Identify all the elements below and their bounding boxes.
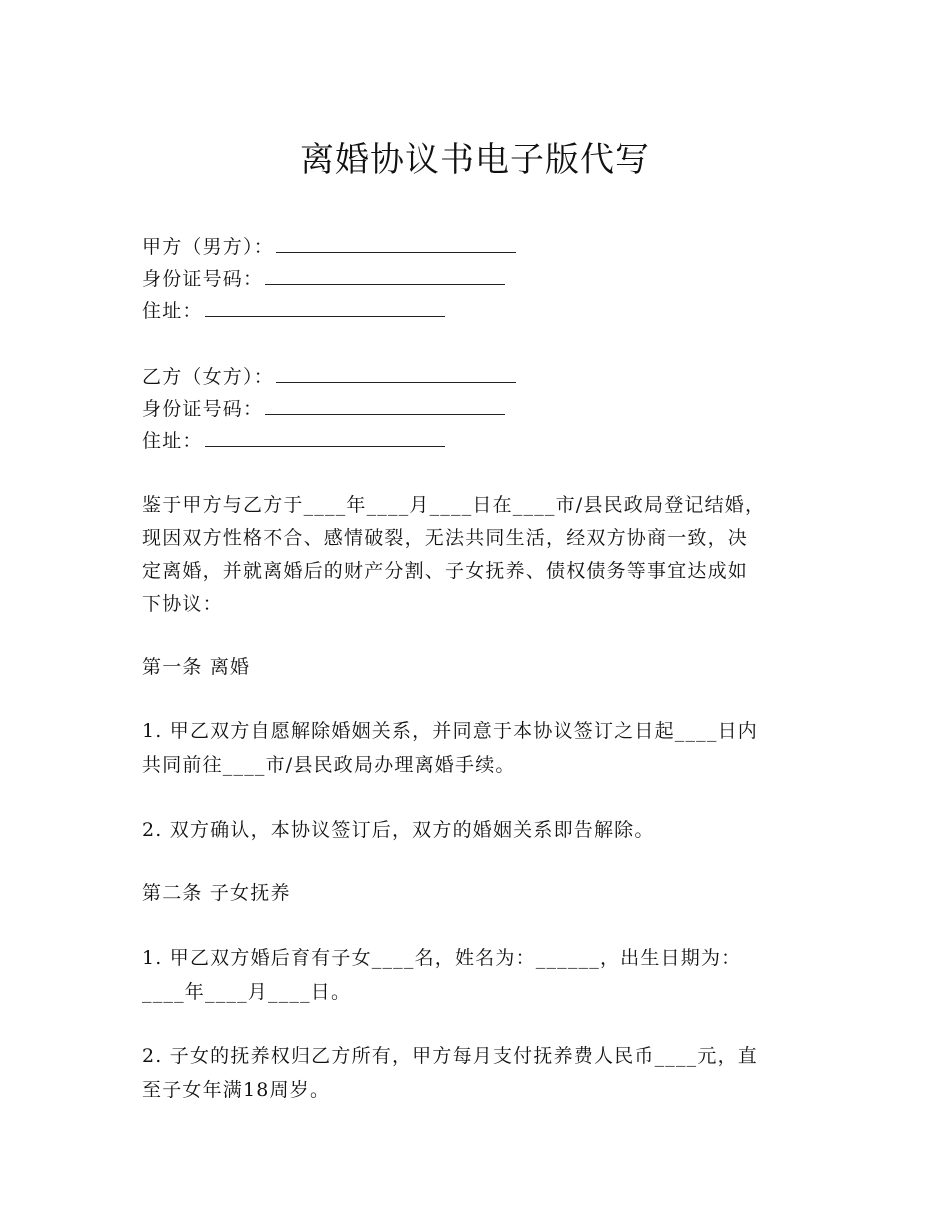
article-1-item-1-line: 1. 甲乙双方自愿解除婚姻关系，并同意于本协议签订之日起____日内 bbox=[142, 720, 758, 742]
party-a-address-line bbox=[142, 296, 445, 323]
article-2-item-1-line: ____年____月____日。 bbox=[142, 981, 352, 1003]
party-a-address-label: 住址： bbox=[142, 300, 203, 322]
preamble-line: 定离婚，并就离婚后的财产分割、子女抚养、债权债务等事宜达成如 bbox=[142, 560, 749, 582]
article-2-item-1-line: 1. 甲乙双方婚后育有子女____名，姓名为：______，出生日期为： bbox=[142, 947, 742, 969]
document-title: 离婚协议书电子版代写 bbox=[300, 140, 650, 180]
article-1-item-2: 2. 双方确认，本协议签订后，双方的婚姻关系即告解除。 bbox=[142, 819, 655, 841]
party-a-name-blank bbox=[276, 251, 516, 253]
article-2-item-2-line: 至子女年满18周岁。 bbox=[142, 1079, 331, 1101]
party-b-id-line bbox=[142, 394, 505, 421]
party-a-id-blank bbox=[265, 283, 505, 285]
party-b-address-label: 住址： bbox=[142, 430, 203, 452]
party-b-id-label: 身份证号码： bbox=[142, 398, 264, 420]
preamble-line: 现因双方性格不合、感情破裂，无法共同生活，经双方协商一致，决 bbox=[142, 527, 749, 549]
party-a-id-label: 身份证号码： bbox=[142, 268, 264, 290]
party-a-name-label: 甲方（男方）： bbox=[142, 236, 274, 258]
party-b-address-blank bbox=[205, 445, 445, 447]
party-b-name-blank bbox=[276, 381, 516, 383]
article-2-item-2-line: 2. 子女的抚养权归乙方所有，甲方每月支付抚养费人民币____元，直 bbox=[142, 1045, 758, 1067]
preamble-line: 鉴于甲方与乙方于____年____月____日在____市/县民政局登记结婚， bbox=[142, 494, 766, 516]
party-a-id-line bbox=[142, 264, 505, 291]
article-1-heading: 第一条 离婚 bbox=[142, 656, 251, 678]
preamble-line: 下协议： bbox=[142, 593, 223, 615]
party-b-name-line bbox=[142, 362, 516, 389]
party-b-id-blank bbox=[265, 413, 505, 415]
party-a-name-line bbox=[142, 232, 516, 259]
article-1-item-1-line: 共同前往____市/县民政局办理离婚手续。 bbox=[142, 754, 516, 776]
party-b-address-line bbox=[142, 426, 445, 453]
party-b-name-label: 乙方（女方）： bbox=[142, 366, 274, 388]
party-a-address-blank bbox=[205, 315, 445, 317]
article-2-heading: 第二条 子女抚养 bbox=[142, 882, 291, 904]
